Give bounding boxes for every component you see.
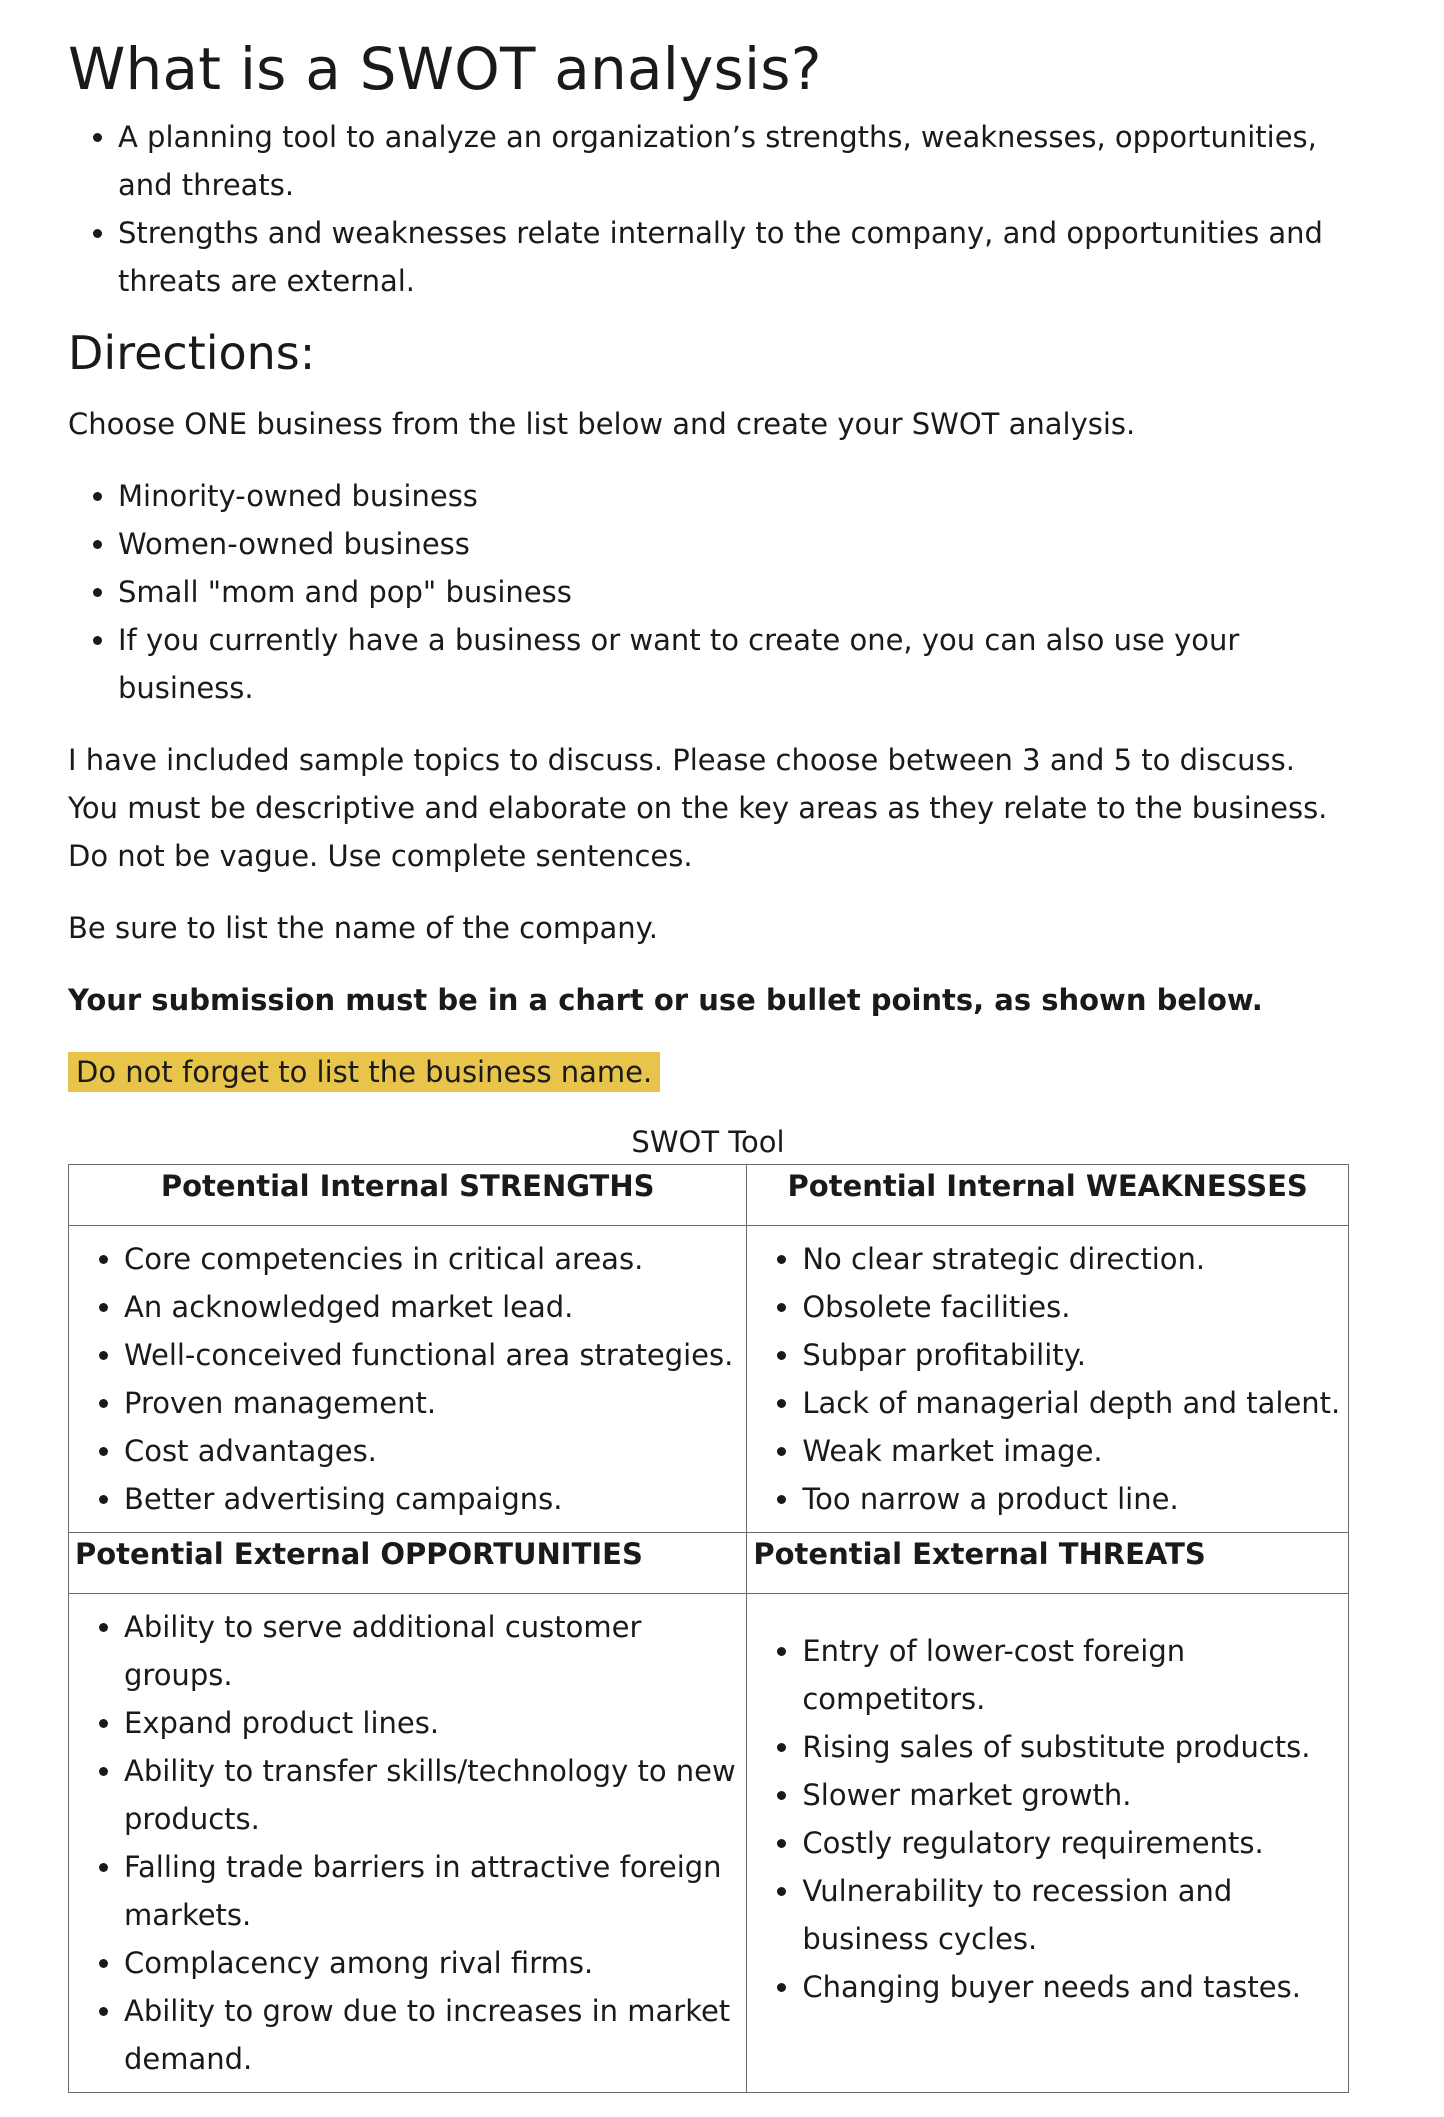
strengths-list [70, 1235, 745, 1523]
list-item: • An acknowledged market lead. [124, 1283, 745, 1331]
threats-list [748, 1627, 1347, 2011]
list-item: • Proven management. [124, 1379, 745, 1427]
strengths-cell [69, 1225, 747, 1532]
list-item: • Subpar profitability. [802, 1331, 1347, 1379]
intro-bullet-list [68, 113, 1358, 305]
directions-heading: Directions: [68, 325, 316, 380]
list-item: • Rising sales of substitute products. [802, 1723, 1347, 1771]
list-item: • Strengths and weaknesses relate internally to the company, and opportunities and threats are external. [118, 209, 1358, 305]
list-item: • Entry of lower-cost foreign competitors. [802, 1627, 1347, 1723]
list-item: • Expand product lines. [124, 1699, 745, 1747]
list-item: • Ability to serve additional customer groups. [124, 1603, 745, 1699]
weaknesses-header: Potential Internal WEAKNESSES [747, 1164, 1349, 1225]
list-item: • Core competencies in critical areas. [124, 1235, 745, 1283]
opportunities-header: Potential External OPPORTUNITIES [69, 1532, 747, 1593]
list-item: • Too narrow a product line. [802, 1475, 1347, 1523]
list-item: • Lack of managerial depth and talent. [802, 1379, 1347, 1427]
table-row [69, 1225, 1349, 1532]
list-item: • Minority-owned business [118, 472, 1368, 520]
business-options-list [68, 472, 1368, 712]
directions-intro: Choose ONE business from the list below and create your SWOT analysis. [68, 406, 1136, 441]
table-row [69, 1164, 1349, 1225]
weaknesses-cell [747, 1225, 1349, 1532]
list-item: • Ability to transfer skills/technology to new products. [124, 1747, 745, 1843]
list-item: • Ability to grow due to increases in market demand. [124, 1987, 745, 2083]
format-note: Your submission must be in a chart or use bullet points, as shown below. [68, 982, 1263, 1017]
list-item: • Slower market growth. [802, 1771, 1347, 1819]
list-item: • Cost advantages. [124, 1427, 745, 1475]
list-item: • A planning tool to analyze an organization’s strengths, weaknesses, opportunities, and threats. [118, 113, 1358, 209]
list-item: • No clear strategic direction. [802, 1235, 1347, 1283]
table-row [69, 1532, 1349, 1593]
name-reminder: Be sure to list the name of the company. [68, 910, 658, 945]
list-item: • Better advertising campaigns. [124, 1475, 745, 1523]
threats-header: Potential External THREATS [747, 1532, 1349, 1593]
highlight-paragraph [68, 1048, 1348, 1096]
opportunities-cell [69, 1593, 747, 2092]
list-item: • Complacency among rival firms. [124, 1939, 745, 1987]
list-item: • Falling trade barriers in attractive foreign markets. [124, 1843, 745, 1939]
threats-cell [747, 1593, 1349, 2092]
strengths-header: Potential Internal STRENGTHS [69, 1164, 747, 1225]
list-item: • Costly regulatory requirements. [802, 1819, 1347, 1867]
swot-table-caption: SWOT Tool [631, 1124, 785, 1159]
opportunities-list [70, 1603, 745, 2083]
list-item: • If you currently have a business or want to create one, you can also use your business. [118, 616, 1368, 712]
swot-table [68, 1164, 1349, 2093]
list-item: • Weak market image. [802, 1427, 1347, 1475]
list-item: • Well-conceived functional area strategies. [124, 1331, 745, 1379]
page-title: What is a SWOT analysis? [68, 35, 822, 103]
list-item: • Women-owned business [118, 520, 1368, 568]
instructions-paragraph: I have included sample topics to discuss. Please choose between 3 and 5 to discuss. You must be descriptive and elaborate on the key areas as they relate to the business. Do not be vague. Use complete sentences. [68, 742, 1328, 873]
list-item: • Changing buyer needs and tastes. [802, 1963, 1347, 2011]
list-item: • Small "mom and pop" business [118, 568, 1368, 616]
weaknesses-list [748, 1235, 1347, 1523]
highlighted-reminder: Do not forget to list the business name. [68, 1052, 660, 1092]
list-item: • Obsolete facilities. [802, 1283, 1347, 1331]
list-item: • Vulnerability to recession and business cycles. [802, 1867, 1347, 1963]
table-row [69, 1593, 1349, 2092]
